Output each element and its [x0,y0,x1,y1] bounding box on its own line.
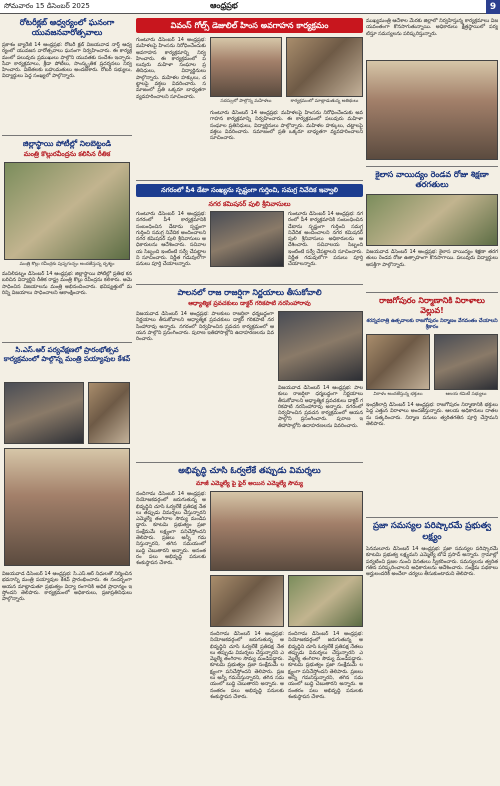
lead-photo-2-caption: కార్యక్రమంలో మాట్లాడుతున్న అతిథులు [290,99,359,104]
left-column [2,16,132,784]
lead-photo-2 [286,37,363,97]
ritika-photo-caption: మంత్రి కొల్లు రవీంద్రకు పుష్పగుచ్ఛం అందజేస్తున్న దృశ్యం [19,262,115,267]
story-ritika-headline: జిల్లాస్థాయి పోటీల్లో నిలబెట్టండి [22,139,112,148]
lead-story-body: గుంటూరు డిసెంబర్ 14 ఆంధ్రప్రభ: మహిళలపై హింసను నిరోధించేందుకు అవగాహన కార్యక్రమాన్ని నిర్వహించారు. ఈ కార్యక్రమంలో పలువురు మహిళా సంఘాల ప్రతినిధులు, విద్యార్థినులు పాల్గొన్నారు. మహిళల హక్కులు, చట్టాలపై వక్తలు వివరించారు. సమాజంలో ప్రతి ఒక్కరూ బాధ్యతగా వ్యవహరించాలని సూచించారు. [136,37,206,100]
story-rotary-headline: రోటరీక్లబ్ ఆధ్వర్యంలో ఘనంగా యువజనవారోత్సవాలు [19,18,115,37]
public-issues-story-body: పెనమలూరు డిసెంబర్ 14 ఆంధ్రప్రభ: ప్రజా సమస్యల పరిష్కారమే కూటమి ప్రభుత్వ లక్ష్యమని ఎమ్మెల్యే బోడె ప్రసాద్ అన్నారు. గ్రామాల్లో పర్యటించి ప్రజల నుంచి వినతులు స్వీకరించారు. సమస్యలను త్వరితగతిన పరిష్కరించాలని అధికారులను ఆదేశించారు. సంక్షేమ పథకాలు అర్హులందరికీ అందేలా చర్యలు తీసుకుంటామని తెలిపారు. [366,546,498,578]
divider [136,180,363,181]
page-number: 9 [486,0,500,14]
p4-story-headline: నగరంలో పీ4 డేటా సంఖ్యను స్పష్టంగా గుర్తించి, సమగ్ర నివేదిక ఇవ్వాలి [136,184,363,197]
garikapati-story-subhead: ఆధ్యాత్మిక ప్రవచకులు డాక్టర్ గరికపాటి నరసింహారావు [188,300,311,307]
kailasa-story-headline: కైలాస వాయిద్యం రెండవ రోజు శిక్షణా తరగతులు [375,170,489,189]
soumya-story-subhead: మాజీ ఎమ్మెల్యే పై ఫైర్ అయిన ఎమ్మెల్యే సౌమ్య [195,480,304,487]
garikapati-story-headline: పాలనలో రాజ రాజర్షిగా నిర్ణయాలు తీసుకోవాలి [177,288,322,297]
soumya-photo-1 [210,491,363,571]
divider [366,166,498,167]
divider [136,462,363,463]
garikapati-story-body: విజయవాడ డిసెంబర్ 14 ఆంధ్రప్రభ: పాలకులు రాజర్షిలా ధర్మబద్ధంగా నిర్ణయాలు తీసుకోవాలని ఆధ్యాత్మిక ప్రవచకులు డాక్టర్ గరికపాటి నరసింహారావు అన్నారు. నగరంలో నిర్వహించిన ప్రవచన కార్యక్రమంలో ఆయన పాల్గొని ప్రసంగించారు. పురాణ ఇతిహాసాల్లోని ఉదాహరణలను వివరించారు. [136,311,274,343]
story-ritika-body: మచిలీపట్నం డిసెంబర్ 14 ఆంధ్రప్రభ: జిల్లాస్థాయి పోటీల్లో ప్రతిభ కనబరిచిన విద్యార్థిని రీతిక రాష్ట్ర మంత్రి కొల్లు రవీంద్రను కలిశారు. ఆమె సాధించిన విజయాలను మంత్రి అభినందించారు. భవిష్యత్తులో మరిన్ని విజయాలు సాధించాలని ఆకాంక్షించారు. [2,271,132,296]
kailasa-story-body: విజయవాడ డిసెంబర్ 14 ఆంధ్రప్రభ: కైలాస వాయిద్యం శిక్షణా తరగతులు రెండవ రోజు ఉత్సాహంగా కొనసాగాయి. పలువురు విద్యార్థులు ఆసక్తిగా పాల్గొన్నారు. [366,249,498,268]
minister-photo-3 [88,382,130,444]
right-story-body: ముఖ్యమంత్రి ఆదేశాల మేరకు జిల్లాలో నిర్వహిస్తున్న కార్యక్రమాలు విజయవంతంగా కొనసాగుతున్నాయి. అధికారులు క్షేత్రస్థాయిలో పర్యటిస్తూ సమస్యలను పరిష్కరిస్తున్నారు. [366,18,498,37]
newspaper-brand: ఆంధ్రప్రభ [210,1,238,10]
p4-story-subhead: నగర కమిషనర్ పులి శ్రీనివాసులు [208,200,291,208]
kailasa-photo [366,194,498,246]
divider [366,292,498,293]
gopuram-photo-2 [434,334,498,390]
divider [136,284,363,285]
soumya-story-body-cont-2: నందిగామ డిసెంబర్ 14 ఆంధ్రప్రభ: నియోజకవర్గంలో జరుగుతున్న అభివృద్ధిని చూసి ఓర్వలేకే ప్రతిపక్ష నేతలు తప్పుడు విమర్శలు చేస్తున్నారని ఎమ్మెల్యే తంగిరాల సౌమ్య మండిపడ్డారు. కూటమి ప్రభుత్వం ప్రజా సంక్షేమమే లక్ష్యంగా పనిచేస్తోందని తెలిపారు. ప్రజలు అన్నీ గమనిస్తున్నారని, తగిన సమయంలో బుద్ధి చెబుతారని అన్నారు. అనంతరం పలు అభివృద్ధి పనులకు శంకుస్థాపన చేశారు. [288,631,363,700]
soumya-story-headline: అభివృద్ధి చూసి ఓర్వలేకే తప్పుడు విమర్శలు [178,466,321,476]
masthead [0,0,500,14]
gopuram-story-subhead: శరన్నవరాత్రి ఉత్సవాలకు రాజగోపురం నిర్మాణం వేగవంతం చేయాలని శ్రీకారం [366,318,498,330]
lead-photo-1-caption: సదస్సులో పాల్గొన్న మహిళలు [220,99,272,104]
gopuram-story-body: ఇంద్రకీలాద్రి డిసెంబర్ 14 ఆంధ్రప్రభ: రాజగోపురం నిర్మాణానికి భక్తులు పెద్ద ఎత్తున విరాళాలు అందజేస్తున్నారు. ఆలయ అధికారులు దాతలను సత్కరించారు. నిర్మాణ పనులు త్వరితగతిన పూర్తి చేస్తామని తెలిపారు. [366,402,498,427]
story-ritika-subhead: మంత్రి కొల్లురవీంద్రను కలిసిన రీతిక [23,150,111,158]
gopuram-photo-1-caption: విరాళం అందజేస్తున్న భక్తులు [373,392,423,397]
ritika-photo [4,162,130,260]
lead-story-body-cont: గుంటూరు డిసెంబర్ 14 ఆంధ్రప్రభ: మహిళలపై హింసను నిరోధించేందుకు అవగాహన కార్యక్రమాన్ని నిర్వహించారు. ఈ కార్యక్రమంలో పలువురు మహిళా సంఘాల ప్రతినిధులు, విద్యార్థినులు పాల్గొన్నారు. మహిళల హక్కులు, చట్టాలపై వక్తలు వివరించారు. సమాజంలో ప్రతి ఒక్కరూ బాధ్యతగా వ్యవహరించాలని సూచించారు. [210,110,363,142]
divider [2,135,132,136]
gopuram-photo-1 [366,334,430,390]
lead-story-headline: వివంస్ గోల్స్ డెజులిల్ హింస అవగాహన కార్యక్రమం [136,18,363,33]
commissioner-photo [210,211,284,267]
gopuram-story-headline: రాజగోపురం నిర్మాణానికి విరాళాలు వెల్లువ! [379,296,485,315]
story-rotary-body: ప్రకాశం బ్యారేజీ 14 ఆంధ్రప్రభ: రోటరీ క్లబ్ విజయవాడ నార్త్ ఆధ్వర్యంలో యువజన వారోత్సవాలు ఘనంగా నిర్వహించారు. ఈ కార్యక్రమంలో పలువురు ప్రముఖులు పాల్గొని యువతకు సందేశం ఇచ్చారు. సేవా కార్యక్రమాలు, క్రీడా పోటీలు, సాంస్కృతిక ప్రదర్శనలు నిర్వహించారు. విజేతలకు బహుమతులు అందజేశారు. రోటరీ సభ్యులు, విద్యార్థులు పెద్ద సంఖ్యలో పాల్గొన్నారు. [2,42,132,80]
soumya-story-body: నందిగామ డిసెంబర్ 14 ఆంధ్రప్రభ: నియోజకవర్గంలో జరుగుతున్న అభివృద్ధిని చూసి ఓర్వలేకే ప్రతిపక్ష నేతలు తప్పుడు విమర్శలు చేస్తున్నారని ఎమ్మెల్యే తంగిరాల సౌమ్య మండిపడ్డారు. కూటమి ప్రభుత్వం ప్రజా సంక్షేమమే లక్ష్యంగా పనిచేస్తోందని తెలిపారు. ప్రజలు అన్నీ గమనిస్తున్నారని, తగిన సమయంలో బుద్ధి చెబుతారని అన్నారు. అనంతరం పలు అభివృద్ధి పనులకు శంకుస్థాపన చేశారు. [136,491,206,567]
right-column [366,16,498,784]
p4-story-body-cont: గుంటూరు డిసెంబర్ 14 ఆంధ్రప్రభ: నగరంలో పీ4 కార్యక్రమానికి సంబంధించిన డేటాను స్పష్టంగా గుర్తించి సమగ్ర నివేదిక అందించాలని నగర కమిషనర్ పులి శ్రీనివాసులు అధికారులను ఆదేశించారు. సచివాలయ సిబ్బంది ఇంటింటి సర్వే చేపట్టాలని సూచించారు. నిర్ణీత గడువులోగా పనులు పూర్తి చేయాలన్నారు. [288,211,363,268]
garikapati-story-body-cont: విజయవాడ డిసెంబర్ 14 ఆంధ్రప్రభ: పాలకులు రాజర్షిలా ధర్మబద్ధంగా నిర్ణయాలు తీసుకోవాలని ఆధ్యాత్మిక ప్రవచకులు డాక్టర్ గరికపాటి నరసింహారావు అన్నారు. నగరంలో నిర్వహించిన ప్రవచన కార్యక్రమంలో ఆయన పాల్గొని ప్రసంగించారు. పురాణ ఇతిహాసాల్లోని ఉదాహరణలను వివరించారు. [278,385,363,429]
p4-story-body: గుంటూరు డిసెంబర్ 14 ఆంధ్రప్రభ: నగరంలో పీ4 కార్యక్రమానికి సంబంధించిన డేటాను స్పష్టంగా గుర్తించి సమగ్ర నివేదిక అందించాలని నగర కమిషనర్ పులి శ్రీనివాసులు అధికారులను ఆదేశించారు. సచివాలయ సిబ్బంది ఇంటింటి సర్వే చేపట్టాలని సూచించారు. నిర్ణీత గడువులోగా పనులు పూర్తి చేయాలన్నారు. [136,211,206,268]
lead-photo-1 [210,37,282,97]
minister-photo-2 [4,448,130,566]
minister-photo-1 [4,382,84,444]
soumya-photo-3 [288,575,363,627]
gopuram-photo-2-caption: ఆలయ కమిటీ సభ్యులు [445,392,487,397]
public-issues-story-headline: ప్రజా సమస్యల పరిష్కారమే ప్రభుత్వ లక్ష్యం [372,521,492,542]
issue-date: సోమవారం 15 డిసెంబర్ 2025 [4,2,90,10]
garikapati-photo [278,311,363,381]
right-group-photo [366,60,498,160]
soumya-story-body-cont: నందిగామ డిసెంబర్ 14 ఆంధ్రప్రభ: నియోజకవర్గంలో జరుగుతున్న అభివృద్ధిని చూసి ఓర్వలేకే ప్రతిపక్ష నేతలు తప్పుడు విమర్శలు చేస్తున్నారని ఎమ్మెల్యే తంగిరాల సౌమ్య మండిపడ్డారు. కూటమి ప్రభుత్వం ప్రజా సంక్షేమమే లక్ష్యంగా పనిచేస్తోందని తెలిపారు. ప్రజలు అన్నీ గమనిస్తున్నారని, తగిన సమయంలో బుద్ధి చెబుతారని అన్నారు. అనంతరం పలు అభివృద్ధి పనులకు శంకుస్థాపన చేశారు. [210,631,284,700]
divider [366,517,498,518]
soumya-photo-2 [210,575,284,627]
story-minister-body: విజయవాడ డిసెంబర్ 14 ఆంధ్రప్రభ: సి.ఎస్.ఆర్ నిధులతో నిర్మించిన భవనాన్ని మంత్రి పయ్యావుల కేశవ్ ప్రారంభించారు. ఈ సందర్భంగా ఆయన మాట్లాడుతూ ప్రభుత్వం విద్యా రంగానికి అధిక ప్రాధాన్యం ఇస్తోందని తెలిపారు. కార్యక్రమంలో అధికారులు, ప్రజాప్రతినిధులు పాల్గొన్నారు. [2,571,132,603]
story-minister-headline: సి.ఎస్.ఆర్ పర్యవేక్షణలో ప్రారంభోత్సవ కార్యక్రమంలో పాల్గొన్న మంత్రి పయ్యావుల కేశవ్ [3,346,131,363]
divider [2,342,132,343]
